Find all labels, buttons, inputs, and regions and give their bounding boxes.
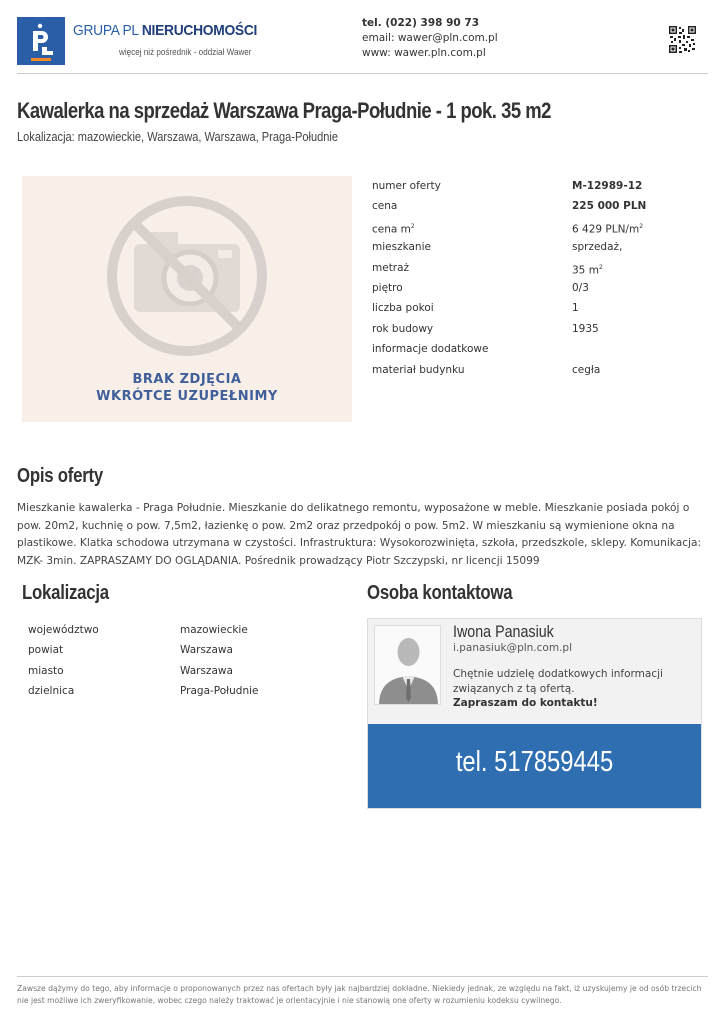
detail-row <box>372 258 702 278</box>
location-row <box>28 661 348 681</box>
description-heading: Opis oferty <box>17 465 103 487</box>
office-contact <box>362 16 498 61</box>
agent-message-text: Chętnie udzielę dodatkowych informacji związanych z tą ofertą. <box>453 668 663 695</box>
detail-label: piętro <box>372 281 403 294</box>
page-header <box>17 14 708 74</box>
location-label: dzielnica <box>28 685 75 698</box>
detail-label: materiał budynku <box>372 363 465 376</box>
detail-row <box>372 339 702 359</box>
detail-label: rok budowy <box>372 322 434 335</box>
agent-avatar <box>374 625 441 705</box>
listing-location: Lokalizacja: mazowieckie, Warszawa, Warszawa, Praga-Południe <box>17 129 338 144</box>
detail-value: cegła <box>572 363 601 376</box>
brand-name: GRUPA PL NIERUCHOMOŚCI <box>73 22 258 39</box>
detail-label: metraż <box>372 261 410 274</box>
location-label: powiat <box>28 644 64 657</box>
logo-pl-icon <box>17 17 65 65</box>
office-website[interactable]: www: wawer.pln.com.pl <box>362 47 486 59</box>
contact-card <box>367 618 702 809</box>
location-label: województwo <box>28 624 99 636</box>
detail-label: cena $m^2$ <box>372 222 415 236</box>
detail-row <box>372 298 702 318</box>
office-phone[interactable]: tel. (022) 398 90 73 <box>362 17 480 29</box>
detail-value: 0/3 <box>572 281 589 294</box>
detail-row <box>372 217 702 237</box>
brand-tagline: więcej niż pośrednik - oddział Wawer <box>119 47 252 57</box>
agent-phone-band[interactable] <box>368 724 701 808</box>
location-label: miasto <box>28 664 64 677</box>
agent-message <box>453 667 693 711</box>
agent-name: Iwona Panasiuk <box>453 622 554 641</box>
location-row <box>28 620 348 640</box>
detail-value: M-12989-12 <box>572 180 643 192</box>
location-value: Warszawa <box>180 664 233 677</box>
detail-value: sprzedaż, <box>572 241 623 254</box>
contact-heading: Osoba kontaktowa <box>367 582 513 604</box>
detail-value: 1935 <box>572 322 599 335</box>
offer-details-table <box>372 176 702 380</box>
detail-value: 225 000 PLN <box>572 200 647 213</box>
detail-row <box>372 278 702 298</box>
person-silhouette-icon <box>375 626 441 705</box>
agent-phone[interactable]: tel. 517859445 <box>455 746 614 778</box>
location-value: Warszawa <box>180 644 233 657</box>
header-divider <box>17 73 708 74</box>
detail-label: numer oferty <box>372 180 441 192</box>
agent-email[interactable]: i.panasiuk@pln.com.pl <box>453 642 572 654</box>
company-logo[interactable] <box>17 17 65 65</box>
detail-row <box>372 319 702 339</box>
footer-disclaimer: Zawsze dążymy do tego, aby informacje o proponowanych przez nas ofertach były jak najbardziej dokładne. Niekiedy jednak, ze względu na fakt, iż uzyskujemy je od osób trzecich nie jest możliwe ich zweryfikowanie, wobec czego należy traktować je orientacyjnie i nie stanowią one oferty w rozumieniu kodeksu cywilnego. <box>17 984 702 1005</box>
listing-title: Kawalerka na sprzedaż Warszawa Praga-Południe - 1 pok. 35 m2 <box>17 98 551 123</box>
detail-label: liczba pokoi <box>372 302 434 315</box>
detail-label: cena <box>372 200 398 213</box>
location-row <box>28 681 348 701</box>
detail-label: mieszkanie <box>372 241 431 254</box>
detail-value: 6 429 PLN/$m^2$ <box>572 222 644 236</box>
location-value: mazowieckie <box>180 624 248 636</box>
listing-photo-placeholder[interactable] <box>22 176 352 422</box>
photo-caption-line1: BRAK ZDJĘCIA <box>132 372 242 387</box>
location-heading: Lokalizacja <box>22 582 109 604</box>
detail-value: 1 <box>572 302 579 315</box>
office-email[interactable]: email: wawer@pln.com.pl <box>362 32 498 44</box>
detail-row <box>372 237 702 257</box>
location-table <box>28 620 348 702</box>
detail-row <box>372 360 702 380</box>
qr-code-icon <box>669 26 696 53</box>
location-row <box>28 640 348 660</box>
detail-row <box>372 196 702 216</box>
photo-caption-line2: WKRÓTCE UZUPEŁNIMY <box>96 389 278 404</box>
description-text: Mieszkanie kawalerka - Praga Południe. Mieszkanie do delikatnego remontu, wyposażone w meble. Mieszkanie posiada pokój o pow. 20m2, kuchnię o pow. 7,5m2, łazienkę o pow. 2m2 oraz przedpokój o pow. 5m2. W mieszkaniu są wymienione okna na plastikowe. Klatka schodowa utrzymana w czystości. Infrastruktura: Wysokorozwinięta, szkoła, przedszkole, sklepy. Komunikacja: MZK- 3min. ZAPRASZAMY DO OGLĄDANIA. Pośrednik prowadzący Piotr Szczypski, nr licencji 15099 <box>17 502 702 567</box>
detail-label: informacje dodatkowe <box>372 343 489 356</box>
location-value: Praga-Południe <box>180 685 259 698</box>
detail-row <box>372 176 702 196</box>
agent-message-cta: Zapraszam do kontaktu! <box>453 697 598 709</box>
detail-value: 35 $m^2$ <box>572 263 603 277</box>
footer-divider <box>17 976 708 977</box>
